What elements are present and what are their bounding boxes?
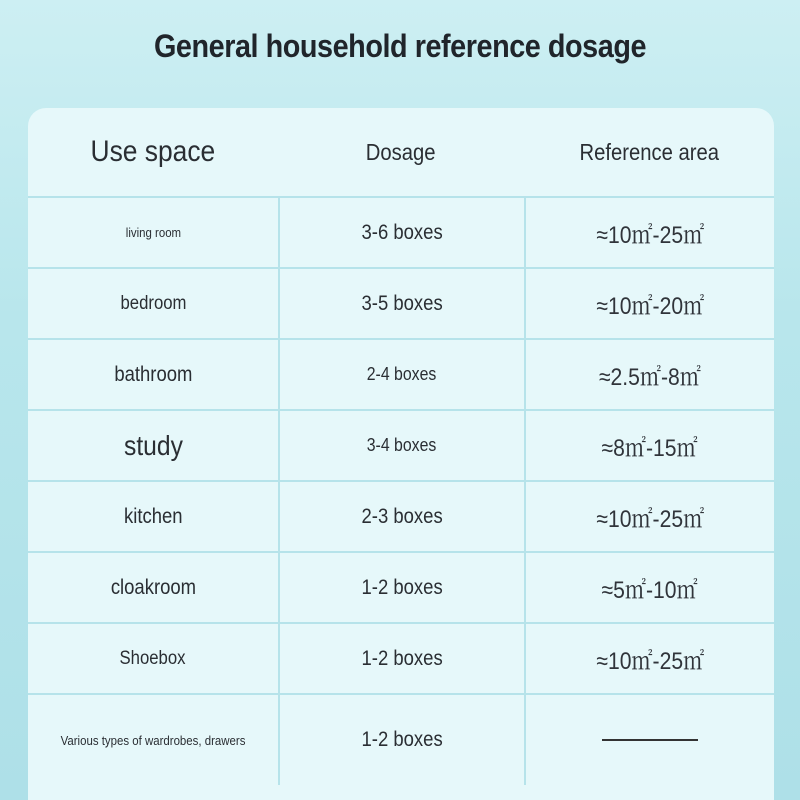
cell-reference-area: [524, 198, 774, 267]
cell-dosage-text: 3-4 boxes: [367, 435, 437, 455]
header-use-space-label: Use space: [90, 135, 216, 168]
cell-use-space-text: study: [123, 429, 183, 461]
cell-use-space-text: kitchen: [123, 504, 183, 528]
cell-dosage-text: 2-3 boxes: [361, 504, 443, 528]
cell-reference-area-text: ≈5㎡-10㎡: [601, 577, 699, 604]
cell-reference-area: [524, 340, 774, 409]
cell-reference-area: [524, 411, 774, 480]
cell-reference-area-text: ≈10㎡-25㎡: [596, 506, 704, 533]
cell-dosage: [278, 553, 524, 622]
cell-use-space: [28, 198, 278, 267]
not-applicable-dash: [602, 739, 698, 741]
cell-dosage: [278, 411, 524, 480]
header-use-space: [28, 108, 278, 196]
cell-dosage-text: 3-5 boxes: [361, 291, 443, 315]
cell-use-space-text: Various types of wardrobes, drawers: [60, 732, 246, 748]
cell-dosage: [278, 624, 524, 693]
dosage-table: [28, 108, 774, 800]
table-row: [28, 480, 774, 551]
cell-reference-area: [524, 624, 774, 693]
header-reference-area: [524, 108, 774, 196]
cell-use-space: [28, 411, 278, 480]
table-row: [28, 551, 774, 622]
cell-reference-area: [524, 269, 774, 338]
cell-dosage: [278, 198, 524, 267]
cell-dosage: [278, 695, 524, 785]
cell-dosage: [278, 482, 524, 551]
cell-dosage-text: 1-2 boxes: [361, 646, 443, 670]
cell-reference-area-text: ≈10㎡-25㎡: [596, 648, 704, 675]
cell-use-space: [28, 695, 278, 785]
cell-use-space: [28, 553, 278, 622]
table-row: [28, 622, 774, 693]
table-row: [28, 338, 774, 409]
cell-dosage: [278, 340, 524, 409]
cell-use-space-text: Shoebox: [119, 647, 186, 669]
table-row: [28, 693, 774, 785]
cell-reference-area: [524, 695, 774, 785]
cell-use-space-text: bedroom: [120, 292, 186, 314]
cell-use-space-text: bathroom: [113, 362, 193, 386]
header-dosage: [278, 108, 524, 196]
header-dosage-label: Dosage: [366, 138, 436, 165]
cell-dosage-text: 3-6 boxes: [361, 220, 443, 244]
cell-use-space: [28, 482, 278, 551]
header-reference-area-label: Reference area: [579, 138, 719, 165]
table-row: [28, 409, 774, 480]
cell-reference-area-text: ≈2.5㎡-8㎡: [599, 364, 701, 391]
cell-use-space: [28, 340, 278, 409]
cell-dosage: [278, 269, 524, 338]
cell-use-space: [28, 624, 278, 693]
cell-reference-area-text: ≈10㎡-20㎡: [596, 293, 704, 320]
table-row: [28, 196, 774, 267]
cell-dosage-text: 1-2 boxes: [361, 575, 443, 599]
cell-use-space-text: cloakroom: [110, 575, 196, 599]
page-title: General household reference dosage: [153, 28, 647, 64]
cell-use-space: [28, 269, 278, 338]
cell-dosage-text: 1-2 boxes: [361, 728, 443, 751]
cell-use-space-text: living room: [125, 225, 181, 240]
table-header-row: [28, 108, 774, 196]
cell-reference-area-text: ≈10㎡-25㎡: [596, 222, 704, 249]
cell-reference-area: [524, 482, 774, 551]
cell-reference-area-text: ≈8㎡-15㎡: [601, 435, 699, 462]
cell-dosage-text: 2-4 boxes: [367, 364, 437, 384]
table-row: [28, 267, 774, 338]
table-body: [28, 196, 774, 785]
cell-reference-area: [524, 553, 774, 622]
